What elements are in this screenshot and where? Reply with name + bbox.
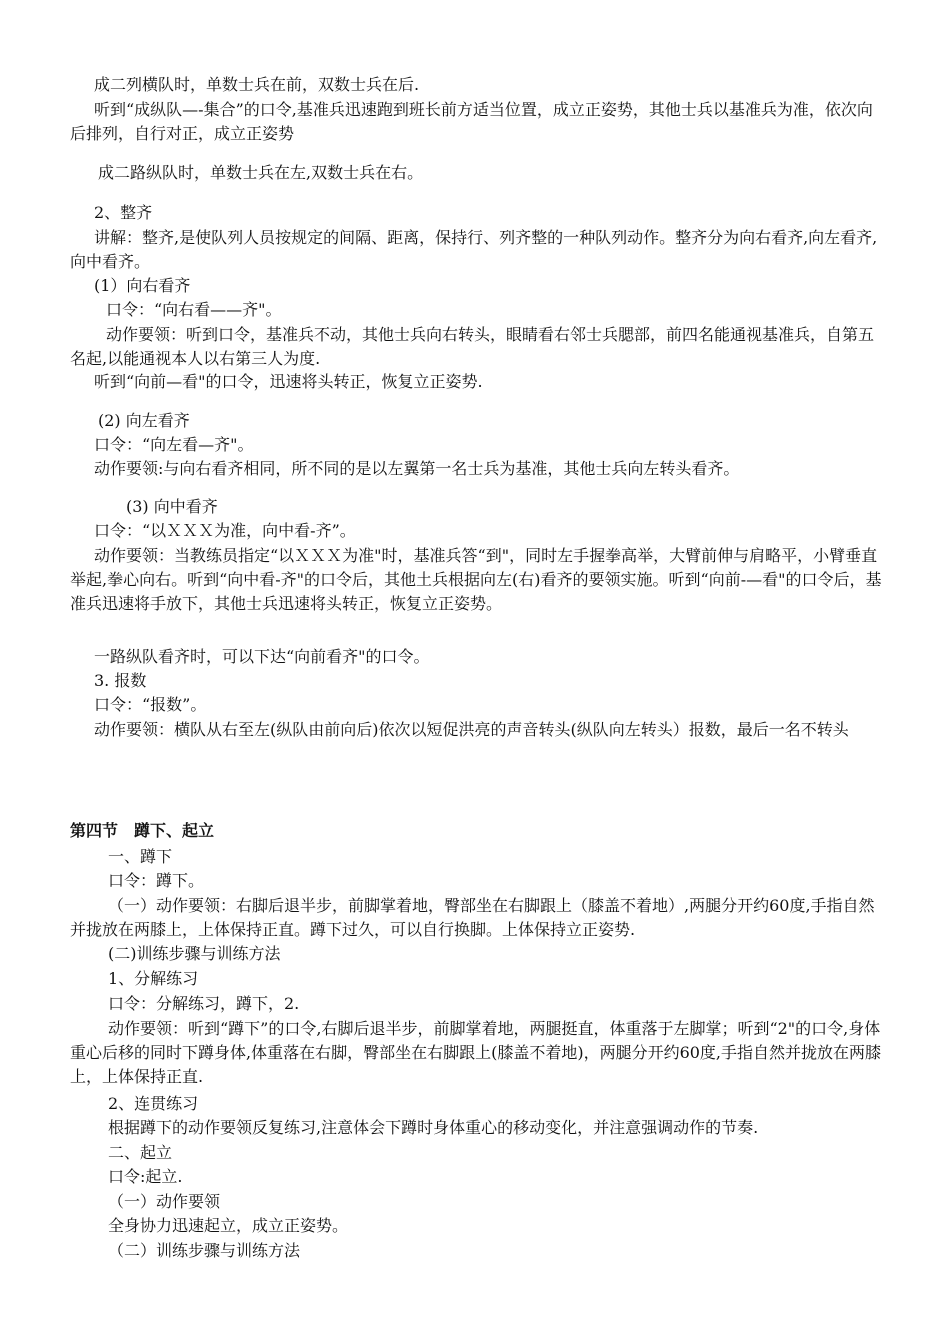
paragraph: 听到“成纵队—-集合”的口令,基准兵迅速跑到班长前方适当位置，成立正姿势，其他士兵以基准兵为准，依次向后排列，自行对正，成立正姿势 bbox=[70, 100, 873, 143]
paragraph: 动作要领：听到口令，基准兵不动，其他士兵向右转头，眼睛看右邻士兵腮部，前四名能通视基准兵，自第五名起,以能通视本人以右第三人为度. bbox=[70, 325, 875, 368]
subsection-heading: （二）训练步骤与训练方法 bbox=[108, 1241, 301, 1260]
subsection-heading: 2、连贯练习 bbox=[108, 1094, 199, 1113]
paragraph: 听到“向前—看"的口令，迅速将头转正，恢复立正姿势. bbox=[94, 372, 483, 391]
paragraph: 口令:起立. bbox=[108, 1167, 183, 1186]
paragraph: 口令：“报数”。 bbox=[94, 695, 207, 714]
section-heading: 一、蹲下 bbox=[108, 847, 173, 866]
paragraph: 动作要领：当教练员指定“以ＸＸＸ为准"时，基准兵答“到"，同时左手握拳高举，大臂前伸与肩略平，小臂垂直举起,拳心向右。听到“向中看-齐"的口令后，其他土兵根据向左(右)看齐的要领实施。听到“向前-—看"的口令后，基准兵迅速将手放下，其他士兵迅速将头转正，恢复立正姿势。 bbox=[70, 546, 882, 613]
subsection-heading: (2) 向左看齐 bbox=[98, 411, 190, 430]
paragraph: 成二路纵队时，单数士兵在左,双数士兵在右。 bbox=[98, 163, 424, 182]
section-heading: 二、起立 bbox=[108, 1143, 173, 1162]
subsection-heading: (3) 向中看齐 bbox=[126, 497, 218, 516]
subsection-heading: 1、分解练习 bbox=[108, 969, 199, 988]
subsection-heading: (1）向右看齐 bbox=[94, 276, 191, 295]
paragraph: 口令：分解练习，蹲下，2. bbox=[108, 994, 300, 1013]
paragraph: 一路纵队看齐时，可以下达“向前看齐"的口令。 bbox=[94, 647, 430, 666]
section-heading: 2、整齐 bbox=[94, 203, 153, 222]
subsection-heading: (二)训练步骤与训练方法 bbox=[108, 944, 281, 963]
paragraph: 动作要领：听到“蹲下”的口令,右脚后退半步，前脚掌着地，两腿挺直，体重落于左脚掌；听到“2"的口令,身体重心后移的同时下蹲身体,体重落在右脚，臀部坐在右脚跟上(膝盖不着地)，两腿分开约60度,手指自然并拢放在两膝上，上体保持正直. bbox=[70, 1019, 882, 1086]
paragraph: （一）动作要领：右脚后退半步，前脚掌着地，臀部坐在右脚跟上（膝盖不着地）,两腿分开约60度,手指自然并拢放在两膝上，上体保持正直。蹲下过久，可以自行换脚。上体保持立正姿势. bbox=[70, 896, 875, 939]
section-heading: 3. 报数 bbox=[94, 671, 147, 690]
paragraph: 全身协力迅速起立，成立正姿势。 bbox=[108, 1216, 349, 1235]
paragraph: 根据蹲下的动作要领反复练习,注意体会下蹲时身体重心的移动变化，并注意强调动作的节奏. bbox=[108, 1118, 759, 1137]
chapter-heading: 第四节 蹲下、起立 bbox=[70, 821, 215, 840]
paragraph: 动作要领:与向右看齐相同，所不同的是以左翼第一名士兵为基准，其他士兵向左转头看齐。 bbox=[94, 459, 740, 478]
paragraph: 口令：“向右看——齐"。 bbox=[106, 300, 282, 319]
paragraph: 动作要领：横队从右至左(纵队由前向后)依次以短促洪亮的声音转头(纵队向左转头）报数，最后一名不转头 bbox=[94, 720, 849, 739]
paragraph: 成二列横队时，单数士兵在前，双数士兵在后. bbox=[94, 75, 420, 94]
paragraph: 讲解：整齐,是使队列人员按规定的间隔、距离，保持行、列齐整的一种队列动作。整齐分为向右看齐,向左看齐,向中看齐。 bbox=[70, 228, 878, 271]
paragraph: 口令：“以ＸＸＸ为准，向中看-齐”。 bbox=[94, 521, 356, 540]
paragraph: 口令：蹲下。 bbox=[108, 871, 205, 890]
subsection-heading: （一）动作要领 bbox=[108, 1192, 221, 1211]
paragraph: 口令：“向左看—齐"。 bbox=[94, 435, 254, 454]
